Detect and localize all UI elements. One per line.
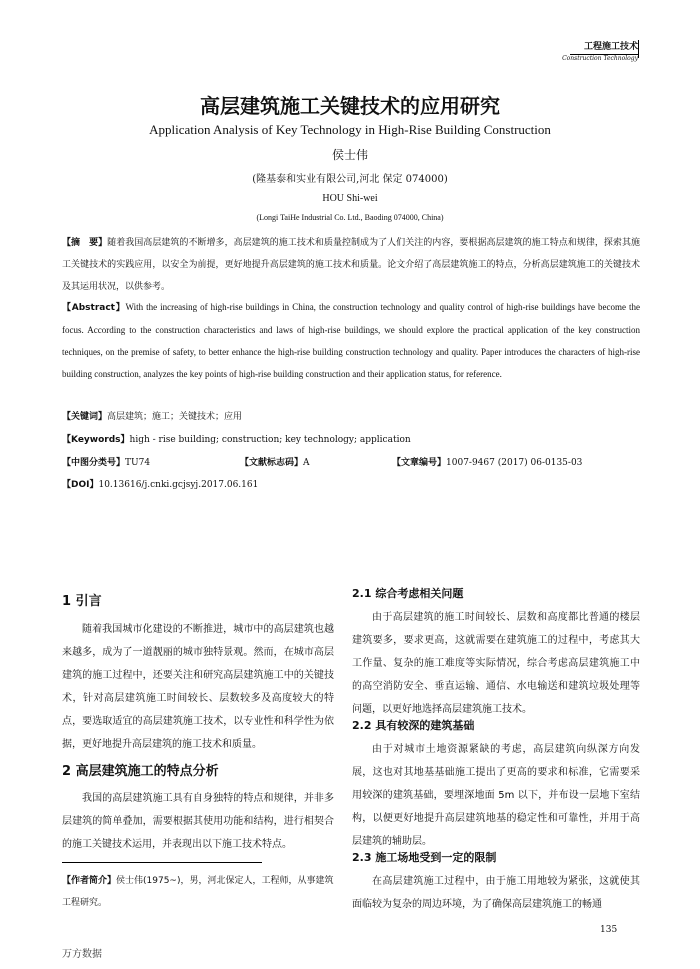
doccode-label: 【文献标志码】	[240, 458, 304, 468]
section-2-3-heading: 2.3 施工场地受到一定的限制	[352, 851, 497, 864]
clc-value: TU74	[125, 458, 151, 468]
doi-value: 10.13616/j.cnki.gcjsyj.2017.06.161	[98, 480, 259, 490]
abstract-zh-label: 【摘 要】	[62, 238, 108, 248]
keywords-zh-label: 【关键词】	[62, 412, 108, 422]
section-1-text: 随着我国城市化建设的不断推进，城市中的高层建筑也越来越多，成为了一道靓丽的城市独特景观。然而，在城市高层建筑的施工过程中，还要关注和研究高层建筑施工中的关键技术，针对高层建筑施工时间较长、层数较多及高度较大的特点，要选取适宜的高层建筑施工技术，以专业性和科学性为依据，更好地提升高层建筑的施工技术和质量。	[62, 624, 334, 750]
affiliation: (隆基泰和实业有限公司,河北 保定 074000)	[252, 174, 448, 185]
footnote-label: 【作者简介】	[62, 876, 117, 886]
section-2-2-heading: 2.2 具有较深的建筑基础	[352, 719, 475, 732]
author: 侯士伟	[331, 148, 368, 162]
section-2-1-heading: 2.1 综合考虑相关问题	[352, 587, 464, 600]
author-footnote	[62, 870, 334, 914]
page-number: 135	[600, 925, 618, 935]
abstract-zh	[62, 232, 640, 298]
section-2-1-text: 由于高层建筑的施工时间较长、层数和高度都比普通的楼层建筑要多，要求更高，这就需要在建筑施工的过程中，考虑其大工作量、复杂的施工难度等实际情况，综合考虑高层建筑施工中的高空消防安全、垂直运输、通信、水电输送和建筑垃圾处理等问题，以更好地选择高层建筑施工技术。	[352, 612, 640, 715]
section-2-3-text: 在高层建筑施工过程中，由于施工用地较为紧张，这就使其面临较为复杂的周边环境，为了确保高层建筑施工的畅通	[352, 876, 640, 910]
article-number	[392, 455, 582, 468]
doccode-value: A	[303, 458, 310, 468]
document-code	[240, 455, 310, 468]
section-2-heading: 2 高层建筑施工的特点分析	[62, 764, 219, 779]
keywords-en	[62, 432, 411, 445]
doi-label: 【DOI】	[62, 480, 99, 490]
paper-title-en: Application Analysis of Key Technology in High-Rise Building Construction	[149, 122, 551, 137]
section-2-2-text: 由于对城市土地资源紧缺的考虑，高层建筑向纵深方向发展，这也对其地基基础施工提出了更高的要求和标准，它需要采用较深的建筑基础，要埋深地面 5m 以下，并布设一层地下室结构，以便更好地提升高层建筑地基的稳定性和可靠性，并用于高层建筑的辅助层。	[352, 744, 640, 847]
running-head	[562, 42, 638, 64]
paper-title: 高层建筑施工关键技术的应用研究	[200, 94, 500, 118]
running-head-zh: 工程施工技术	[583, 42, 638, 52]
abstract-zh-text: 随着我国高层建筑的不断增多，高层建筑的施工技术和质量控制成为了人们关注的内容，要根据高层建筑的施工特点和规律，探索其施工关键技术的实践应用，以安全为前提，更好地提升高层建筑的施工技术和质量。论文介绍了高层建筑施工的特点，分析高层建筑施工的关键技术及其运用状况，以供参考。	[62, 238, 640, 292]
section-2-text: 我国的高层建筑施工具有自身独特的特点和规律，并非多层建筑的简单叠加，需要根据其使用功能和结构，进行相契合的施工关键技术运用，并表现出以下施工技术特点。	[62, 793, 334, 850]
affiliation-en: (Longi TaiHe Industrial Co. Ltd., Baoding 074000, China)	[256, 213, 444, 222]
keywords-zh	[62, 409, 242, 422]
footnote-rule	[62, 862, 262, 863]
running-head-bar	[638, 40, 639, 58]
keywords-zh-text: 高层建筑；施工；关键技术；应用	[107, 412, 243, 422]
section-1-heading: 1 引言	[62, 594, 102, 609]
running-head-rule	[570, 54, 638, 55]
article-no-label: 【文章编号】	[392, 458, 447, 468]
clc-code	[62, 455, 150, 468]
keywords-en-label: 【Keywords】	[62, 435, 130, 445]
doi	[62, 477, 258, 490]
footnote-text: 侯士伟(1975~)，男，河北保定人，工程师，从事建筑工程研究。	[62, 876, 334, 908]
keywords-en-text: high - rise building; construction; key technology; application	[129, 435, 411, 445]
watermark: 万方数据	[62, 949, 102, 960]
article-no-value: 1007-9467 (2017) 06-0135-03	[446, 458, 583, 468]
abstract-en-text: With the increasing of high-rise buildings in China, the construction technology and quality control of high-rise buildings have become the focus. According to the construction characteristics and laws of high-rise buildings, we should explore the practical application of the key construction techniques, on the premise of safety, to better enhance the high-rise building construction technology and quality. Paper introduces the characters of high-rise building construction, analyzes the key points of high-rise building construction and their application status, for reference.	[62, 302, 640, 379]
abstract-en-label: 【Abstract】	[62, 303, 126, 313]
running-head-en: Construction Technology	[562, 55, 638, 62]
author-en: HOU Shi-wei	[322, 193, 378, 204]
clc-label: 【中图分类号】	[62, 458, 126, 468]
abstract-en	[62, 296, 640, 385]
